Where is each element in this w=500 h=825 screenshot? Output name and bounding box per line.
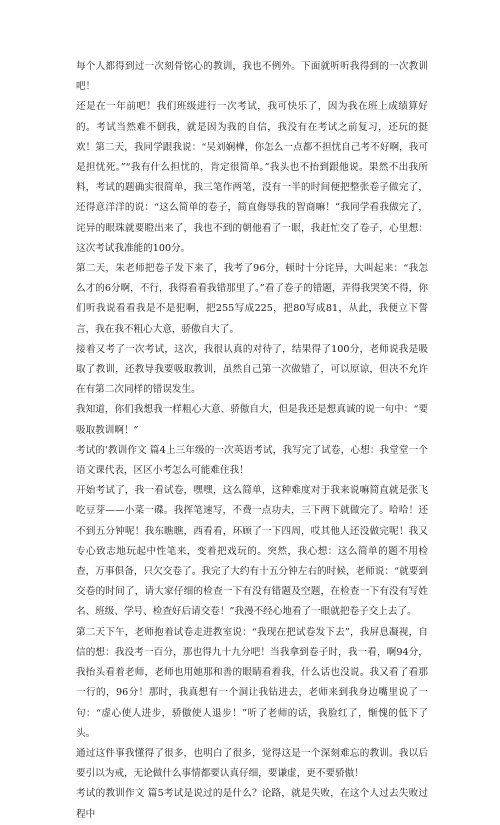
paragraph-2: 还是在一年前吧！我们班级进行一次考试，我可快乐了，因为我在班上成绩算好的。考试当然难不倒我，就是因为我的自信，我没有在考试之前复习，还玩的挺欢！第二天，我同学跟我说：“吴刘娴樺，你怎么一点都不担忧自己考不好啊，我可是担忧死。”“我有什么担忧的，肯定很简单。”我头也不抬到跟他说。果然不出我所料，考试的题确实很简单，我三笔作两笔，没有一半的时间便把整张卷子做完了，还得意洋洋的说：“这么简单的卷子，简直侮辱我的智商嘛！”我同学看我做完了，诧异的眼珠就要瞪出来了，我也不到的朝他看了一眼，我赶忙交了卷子，心里想：这次考试我准能的100分。 [76, 101, 428, 254]
paragraph-1: 每个人都得到过一次刻骨铭心的教训，我也不例外。下面就听听我得到的一次教训吧！ [76, 61, 428, 93]
paragraph-4: 接着又考了一次考试，这次，我很认真的对待了，结果得了100分，老师说我是吸取了教训，还教导我要吸取教训，虽然自己第一次做错了，可以原谅，但决不允许在有第二次同样的错误发生。 [76, 343, 428, 396]
paragraph-5: 我知道，你们我想我一样粗心大意、骄傲自大，但是我还是想真诚的说一句中：“要吸取教训啊！” [76, 404, 428, 436]
paragraph-8: 第二天下午，老师抱着试卷走进教室说：“我现在把试卷发下去”，我屏息凝视，自信的想：我没考一百分，那也得九十九分吧！当我拿到卷子时，我一看，啊94分，我抬头看着老师，老师也用她那和善的眼睛看着我，什么话也没说。我又看了看那一行的，96分！那时，我真想有一个洞让我钻进去，老师来到我身边嘴里说了一句：“虚心使人进步，骄傲使人退步！”听了老师的话，我脸红了，惭愧的低下了头。 [76, 626, 428, 739]
paragraph-9: 通过这件事我懂得了很多，也明白了很多，觉得这是一个深刻难忘的教训。我以后要引以为戒，无论做什么事情都要认真仔细，要谦虚，更不要骄傲！ [76, 747, 428, 780]
paragraph-10: 考试的教训作文 篇5考试是说过的是什么？论路，就是失败，在这个人过去失败过程中 [76, 788, 428, 820]
paragraph-7: 开始考试了，我一看试卷，嘿嘿，这么简单，这种难度对于我来说嘛简直就是张飞吃豆芽——小菜一碟。我挥笔速写，不费一点功夫，三下两下就做完了。哈哈！还不到五分钟呢！我东瞧瞧，西看看，环顾了一下四周，哎其他人还没做完呢！我又专心致志地玩起中性笔来，变着把戏玩的。突然，我心想：这么简单的题不用检查，万事俱备，只欠交卷了。我完了大约有十五分钟左右的时候，老师说：“就要到交卷的时间了，请大家仔细的检查一下有没有错题及空题，在检查一下有没有写姓名、班级、学号、检查好后请交卷！”我漫不经心地看了一眼就把卷子交上去了。 [76, 485, 428, 618]
paragraph-6: 考试的'教训作文 篇4上三年级的一次英语考试，我写完了试卷，心想：我堂堂一个语文课代表，区区小考怎么可能难住我！ [76, 444, 428, 477]
article-body [76, 57, 428, 825]
paragraph-3: 第二天，朱老师把卷子发下来了，我考了96分，顿时十分诧异，大叫起来：“我怎么才的6分啊，不行，我得看看我错那里了。”看了卷子的错题，弄得我哭笑不得，你们听我说看看我是不是犯啊，把255写成225，把80写成81，从此，我便立下誓言，我在我不粗心大意，骄傲自大了。 [76, 263, 428, 335]
